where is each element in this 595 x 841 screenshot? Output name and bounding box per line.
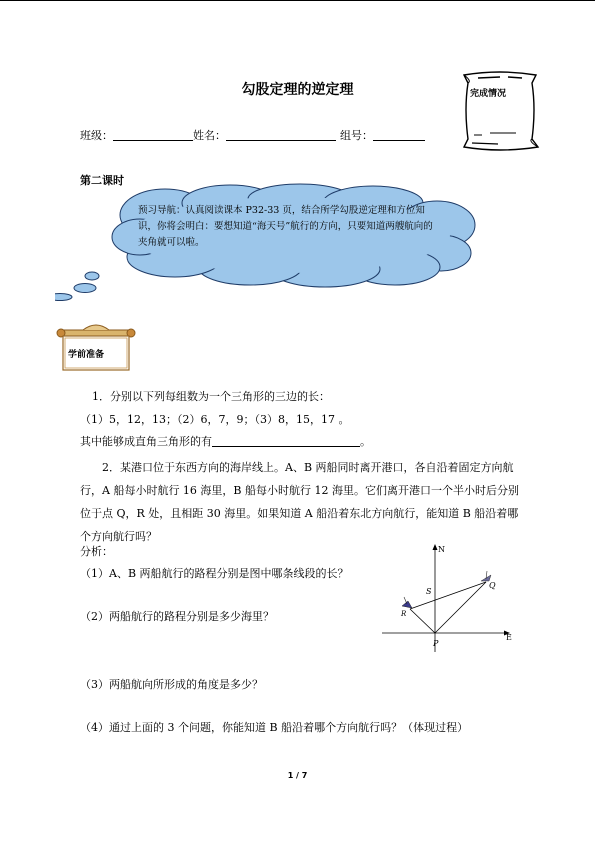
badge-label: 学前准备 — [68, 350, 105, 360]
student-info-line — [80, 127, 425, 143]
sub-question-4: （4）通过上面的 3 个问题，你能知道 B 船沿着哪个方向航行吗？（体现过程） — [80, 721, 469, 734]
analysis-label: 分析： — [80, 545, 113, 558]
ship-direction-diagram — [378, 540, 516, 658]
label-q: Q — [489, 581, 496, 590]
q1-answer-line — [80, 434, 371, 450]
page-title: 勾股定理的逆定理 — [241, 82, 354, 98]
sub-question-1: （1）A、B 两船航行的路程分别是图中哪条线段的长？ — [80, 567, 349, 580]
class-label: 班级： — [80, 129, 113, 142]
completion-scroll-icon — [458, 69, 542, 153]
name-label: 姓名： — [193, 129, 226, 142]
sub-question-2: （2）两船航行的路程分别是多少海里？ — [80, 610, 274, 623]
name-blank[interactable] — [226, 129, 336, 141]
class-blank[interactable] — [113, 129, 193, 141]
group-label: 组号： — [340, 129, 373, 142]
label-p: P — [433, 639, 439, 648]
ship-a-icon — [481, 571, 491, 581]
page-number: 1 / 7 — [287, 771, 308, 780]
q1-answer-blank[interactable] — [212, 435, 360, 447]
q1-ask: 其中能够成直角三角形的有 — [80, 435, 212, 448]
section-title: 第二课时 — [80, 174, 124, 187]
ship-b-icon — [402, 597, 412, 608]
top-rule — [0, 0, 595, 1]
stamp-label: 完成情况 — [470, 89, 507, 99]
guide-text: 预习导航：认真阅读课本 P32-33 页，结合所学勾股逆定理和方位知识，你将会明白：要想知道“海天号”航行的方向，只要知道两艘航向的夹角就可以啦。 — [138, 205, 433, 248]
sub-question-3: （3）两船航向所形成的角度是多少？ — [80, 678, 263, 691]
q1-end: 。 — [360, 435, 371, 448]
group-blank[interactable] — [373, 129, 425, 141]
label-r: R — [401, 610, 407, 618]
q1-options: （1）5，12，13；（2）6，7，9；（3）8，15，17 。 — [80, 413, 350, 426]
q2-paragraph: 2．某港口位于东西方向的海岸线上。A、B 两船同时离开港口，各自沿着固定方向航行，A 船每小时航行 16 海里，B 船每小时航行 12 海里。它们离开港口一个半小时后分别位于点 Q，R 处，且相距 30 海里。如果知道 A 船沿着东北方向航行，能知道 B 船沿着哪个方向航行吗？ — [80, 461, 519, 543]
label-e: E — [506, 633, 512, 642]
label-n: N — [438, 545, 445, 554]
label-s: S — [426, 587, 432, 596]
q1-stem: 1．分别以下列每组数为一个三角形的三边的长： — [92, 390, 330, 403]
